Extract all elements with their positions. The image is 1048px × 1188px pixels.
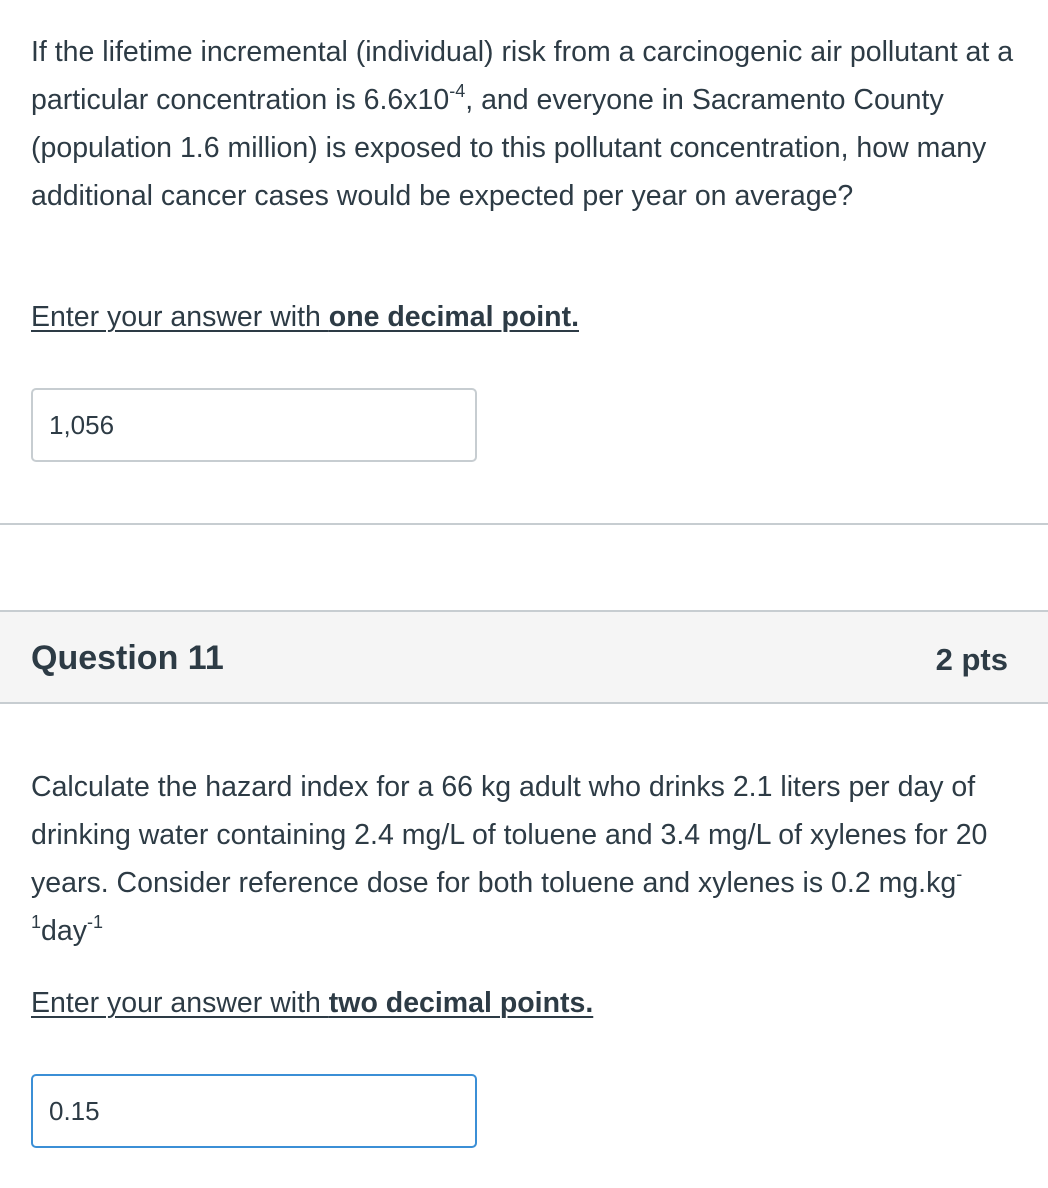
question-11-header <box>0 610 1048 704</box>
question-11-text-part2: day <box>41 915 87 947</box>
question-10-exponent: -4 <box>449 80 466 101</box>
question-11-points: 2 pts <box>935 642 1008 677</box>
question-10-instruction <box>31 297 579 337</box>
question-11-answer-input[interactable] <box>31 1074 477 1148</box>
question-11-text-part1: Calculate the hazard index for a 66 kg adult who drinks 2.1 liters per day of drinking water containing 2.4 mg/L of toluene and 3.4 mg/L of xylenes for 20 years. Consider reference dose for both toluene and xylenes is 0.2 mg.kg <box>31 771 988 899</box>
question-10-text-part1: If the lifetime incremental (individual) risk from a carcinogenic air pollutant at a particular concentration is 6.6x10 <box>31 36 1014 116</box>
question-11-instruction-bold: two decimal points. <box>328 987 594 1019</box>
question-10-text <box>31 28 1016 220</box>
question-10-answer-input[interactable] <box>31 388 477 462</box>
question-11-instruction <box>31 983 593 1023</box>
question-divider <box>0 523 1048 525</box>
question-10-instruction-prefix: Enter your answer with <box>31 301 329 333</box>
question-11-text <box>31 763 1016 955</box>
question-11-exponent-2: -1 <box>86 911 103 932</box>
question-11-title: Question 11 <box>31 639 224 677</box>
question-10-text-part2: , and everyone in Sacramento County (population 1.6 million) is exposed to this pollutant concentration, how many additional cancer cases would be expected per year on average? <box>31 84 987 212</box>
question-11-instruction-prefix: Enter your answer with <box>31 987 329 1019</box>
question-11-exponent-1: -1 <box>31 863 963 932</box>
question-10-instruction-bold: one decimal point. <box>328 301 579 333</box>
